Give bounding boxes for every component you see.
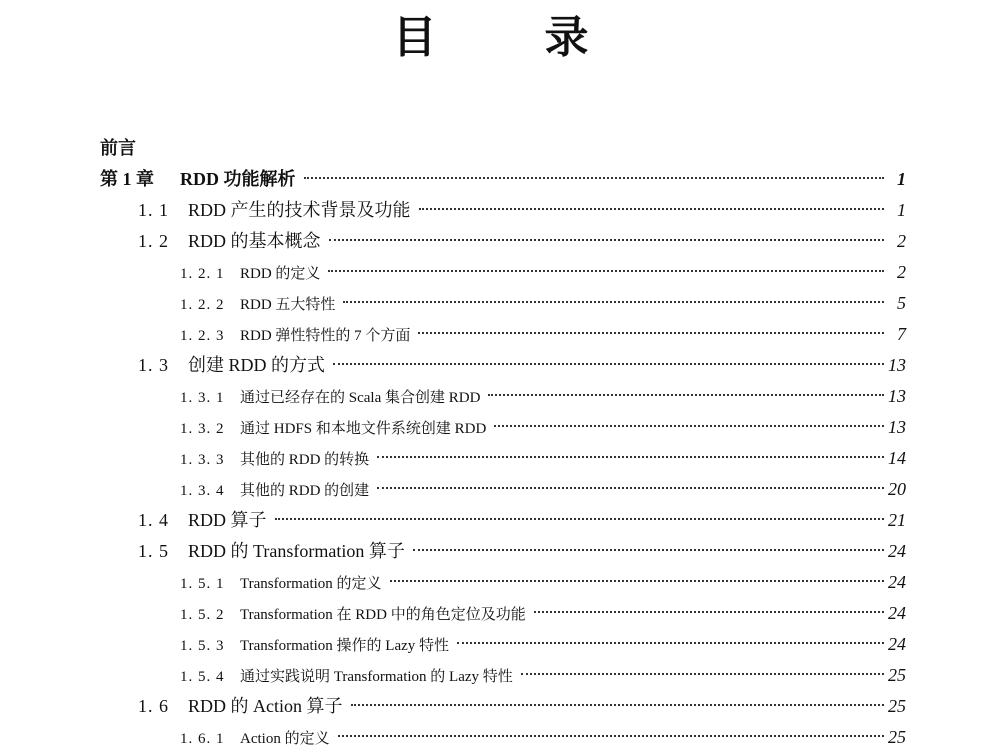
toc-leader-dots	[343, 300, 884, 303]
toc-entry-number: 1. 4	[138, 510, 169, 530]
toc-entry-title: RDD 的 Action 算子	[188, 696, 343, 716]
toc-entry-number: 1. 2	[138, 231, 169, 251]
toc-entry-number: 1. 5	[138, 541, 169, 561]
toc-entry-page: 5	[897, 293, 906, 313]
toc-entry-sub[interactable]	[180, 445, 906, 471]
toc-entry-chapter[interactable]	[100, 166, 906, 192]
toc-entry-title: 通过实践说明 Transformation 的 Lazy 特性	[240, 669, 513, 685]
toc-entry-title: 其他的 RDD 的创建	[240, 483, 370, 499]
toc-entry-title: 其他的 RDD 的转换	[240, 452, 370, 468]
toc-leader-dots	[521, 672, 884, 675]
page-title: 目录	[392, 12, 697, 63]
toc-entry-page: 24	[888, 634, 906, 654]
toc-entry-title: RDD 功能解析	[180, 169, 296, 189]
toc-entry-number: 1. 6	[138, 696, 169, 716]
toc-entry-sub[interactable]	[180, 414, 906, 440]
toc-entry-page: 24	[888, 603, 906, 623]
toc-entry-number: 第 1 章	[100, 169, 154, 189]
toc-entry-number: 1. 1	[138, 200, 169, 220]
toc-entry-number: 1. 2. 1	[180, 266, 225, 282]
toc-entry-title: RDD 的 Transformation 算子	[188, 541, 405, 561]
toc-entry-number: 1. 3	[138, 355, 169, 375]
toc-entry-title: Transformation 在 RDD 中的角色定位及功能	[240, 607, 526, 623]
toc-entry-page: 21	[888, 510, 906, 530]
toc-entry-page: 1	[897, 200, 906, 220]
toc-leader-dots	[534, 610, 884, 613]
toc-leader-dots	[457, 641, 884, 644]
toc-preface[interactable]: 前言	[100, 138, 136, 158]
toc-entry-page: 13	[888, 417, 906, 437]
toc-entry-sub[interactable]	[180, 290, 906, 316]
toc-entry-sub[interactable]	[180, 631, 906, 657]
toc-entry-title: Transformation 操作的 Lazy 特性	[240, 638, 450, 654]
toc-entry-number: 1. 6. 1	[180, 731, 225, 747]
toc-entry-page: 20	[888, 479, 906, 499]
toc-entry-title: RDD 产生的技术背景及功能	[188, 200, 411, 220]
toc-leader-dots	[304, 176, 885, 179]
toc-entry-title: 通过已经存在的 Scala 集合创建 RDD	[240, 390, 481, 406]
toc-entry-page: 25	[888, 727, 906, 747]
toc-entry-number: 1. 5. 3	[180, 638, 225, 654]
toc-entry-sub[interactable]	[180, 476, 906, 502]
toc-entry-sub[interactable]	[180, 259, 906, 285]
toc-entry-number: 1. 3. 1	[180, 390, 225, 406]
toc-leader-dots	[418, 331, 884, 334]
toc-entry-number: 1. 2. 3	[180, 328, 225, 344]
toc-leader-dots	[377, 486, 884, 489]
toc-leader-dots	[328, 269, 884, 272]
toc-entry-sub[interactable]	[180, 569, 906, 595]
toc-entry-sub[interactable]	[180, 321, 906, 347]
toc-entry-sub[interactable]	[180, 383, 906, 409]
toc-entry-title: RDD 的定义	[240, 266, 321, 282]
toc-entry-page: 7	[897, 324, 906, 344]
toc-entry-title: RDD 算子	[188, 510, 267, 530]
toc-entry-number: 1. 5. 1	[180, 576, 225, 592]
toc-leader-dots	[329, 238, 884, 241]
toc-entry-title: RDD 弹性特性的 7 个方面	[240, 328, 411, 344]
toc-entry-section[interactable]	[138, 538, 906, 564]
toc-entry-title: 创建 RDD 的方式	[188, 355, 326, 375]
toc-entry-page: 24	[888, 541, 906, 561]
toc-leader-dots	[390, 579, 884, 582]
toc-entry-sub[interactable]	[180, 724, 906, 750]
toc-leader-dots	[377, 455, 884, 458]
toc-leader-dots	[338, 734, 884, 737]
toc-leader-dots	[413, 548, 884, 551]
toc-entry-page: 13	[888, 386, 906, 406]
toc-entry-section[interactable]	[138, 197, 906, 223]
toc-entry-page: 2	[897, 262, 906, 282]
toc-entry-section[interactable]	[138, 507, 906, 533]
toc-leader-dots	[333, 362, 884, 365]
toc-entry-section[interactable]	[138, 693, 906, 719]
toc-entry-title: Action 的定义	[240, 731, 330, 747]
toc-entry-title: RDD 五大特性	[240, 297, 336, 313]
toc-leader-dots	[419, 207, 884, 210]
toc-entry-number: 1. 3. 4	[180, 483, 225, 499]
toc-entry-sub[interactable]	[180, 600, 906, 626]
toc-entry-title: Transformation 的定义	[240, 576, 382, 592]
toc-entry-page: 1	[897, 169, 906, 189]
toc-leader-dots	[275, 517, 884, 520]
toc-entry-title: 通过 HDFS 和本地文件系统创建 RDD	[240, 421, 487, 437]
toc-entry-page: 14	[888, 448, 906, 468]
toc-entry-section[interactable]	[138, 352, 906, 378]
toc-entry-page: 25	[888, 696, 906, 716]
toc-entry-number: 1. 5. 2	[180, 607, 225, 623]
toc-leader-dots	[351, 703, 885, 706]
toc-entry-page: 25	[888, 665, 906, 685]
toc-entry-sub[interactable]	[180, 662, 906, 688]
toc-entry-title: RDD 的基本概念	[188, 231, 321, 251]
toc-entry-section[interactable]	[138, 228, 906, 254]
toc-entry-number: 1. 2. 2	[180, 297, 225, 313]
toc-entry-page: 24	[888, 572, 906, 592]
toc-entry-number: 1. 3. 2	[180, 421, 225, 437]
toc-entry-number: 1. 3. 3	[180, 452, 225, 468]
toc-entry-page: 13	[888, 355, 906, 375]
toc-leader-dots	[494, 424, 884, 427]
toc-entry-page: 2	[897, 231, 906, 251]
toc-entry-number: 1. 5. 4	[180, 669, 225, 685]
toc-leader-dots	[488, 393, 884, 396]
